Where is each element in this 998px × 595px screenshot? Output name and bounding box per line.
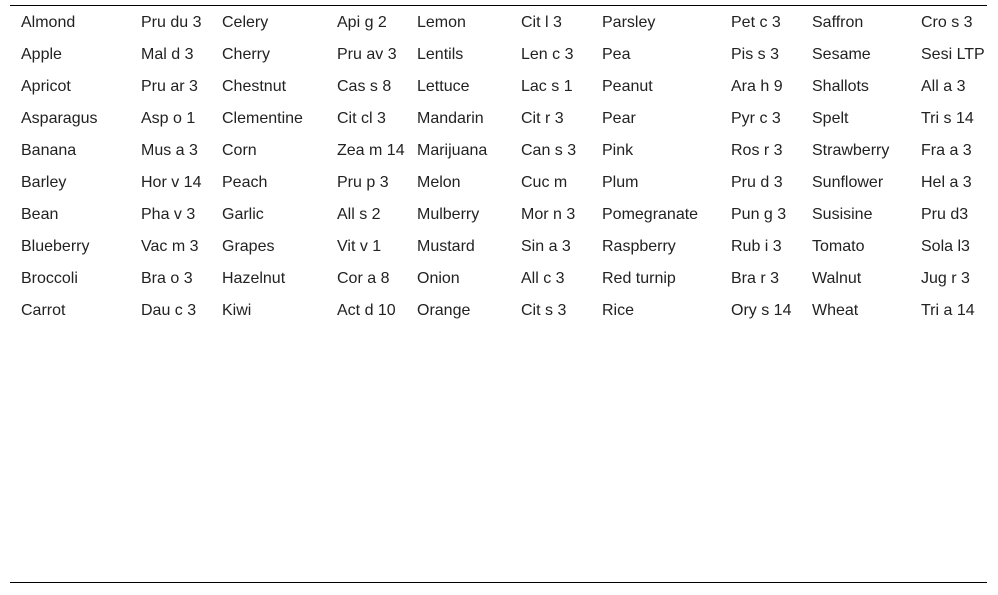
- allergen-code-cell: Bra o 3: [141, 270, 193, 287]
- allergen-code-cell: Pha v 3: [141, 206, 196, 223]
- allergen-code-cell: Pru du 3: [141, 14, 202, 31]
- food-name-cell: Spelt: [812, 110, 849, 127]
- allergen-code-cell: Cit r 3: [521, 110, 564, 127]
- allergen-table-frame: [10, 5, 987, 583]
- allergen-code-cell: Pun g 3: [731, 206, 787, 223]
- table-row: [10, 262, 987, 294]
- food-name-cell: Rice: [602, 302, 635, 319]
- allergen-code-cell: Ros r 3: [731, 142, 783, 159]
- food-name-cell: Susisine: [812, 206, 873, 223]
- food-name-cell: Apple: [21, 46, 62, 63]
- allergen-code-cell: Sesi LTP: [921, 46, 985, 63]
- table-row: [10, 166, 987, 198]
- allergen-code-cell: Tri s 14: [921, 110, 974, 127]
- food-name-cell: Peanut: [602, 78, 653, 95]
- allergen-code-cell: Bra r 3: [731, 270, 780, 287]
- allergen-code-cell: Cro s 3: [921, 14, 973, 31]
- food-name-cell: Saffron: [812, 14, 864, 31]
- food-name-cell: Banana: [21, 142, 77, 159]
- allergen-code-cell: Cit l 3: [521, 14, 562, 31]
- food-name-cell: Barley: [21, 174, 67, 191]
- allergen-code-cell: Pis s 3: [731, 46, 780, 63]
- food-name-cell: Blueberry: [21, 238, 90, 255]
- food-name-cell: Mustard: [417, 238, 475, 255]
- allergen-code-cell: Pet c 3: [731, 14, 781, 31]
- allergen-code-cell: Fra a 3: [921, 142, 972, 159]
- food-name-cell: Cherry: [222, 46, 271, 63]
- food-name-cell: Onion: [417, 270, 460, 287]
- food-name-cell: Bean: [21, 206, 59, 223]
- allergen-code-cell: Vit v 1: [337, 238, 382, 255]
- food-name-cell: Plum: [602, 174, 639, 191]
- food-name-cell: Hazelnut: [222, 270, 286, 287]
- allergen-code-cell: Cit cl 3: [337, 110, 386, 127]
- allergen-code-cell: Hor v 14: [141, 174, 202, 191]
- table-row: [10, 134, 987, 166]
- food-name-cell: Orange: [417, 302, 471, 319]
- food-name-cell: Lettuce: [417, 78, 470, 95]
- allergen-code-cell: All a 3: [921, 78, 966, 95]
- food-name-cell: Tomato: [812, 238, 865, 255]
- food-name-cell: Peach: [222, 174, 268, 191]
- allergen-code-cell: Cas s 8: [337, 78, 392, 95]
- food-name-cell: Mulberry: [417, 206, 480, 223]
- allergen-code-cell: Cor a 8: [337, 270, 390, 287]
- allergen-code-cell: Pru p 3: [337, 174, 389, 191]
- food-name-cell: Melon: [417, 174, 461, 191]
- allergen-code-cell: Pru av 3: [337, 46, 397, 63]
- food-name-cell: Red turnip: [602, 270, 676, 287]
- food-name-cell: Pomegranate: [602, 206, 699, 223]
- allergen-code-cell: Lac s 1: [521, 78, 573, 95]
- food-name-cell: Chestnut: [222, 78, 287, 95]
- food-name-cell: Carrot: [21, 302, 66, 319]
- allergen-code-cell: Mor n 3: [521, 206, 576, 223]
- food-name-cell: Pea: [602, 46, 631, 63]
- allergen-code-cell: Jug r 3: [921, 270, 970, 287]
- allergen-code-cell: Dau c 3: [141, 302, 197, 319]
- allergen-code-cell: Len c 3: [521, 46, 574, 63]
- food-name-cell: Pear: [602, 110, 636, 127]
- allergen-code-cell: Api g 2: [337, 14, 387, 31]
- table-row: [10, 38, 987, 70]
- allergen-code-cell: Pru ar 3: [141, 78, 198, 95]
- food-name-cell: Asparagus: [21, 110, 98, 127]
- food-name-cell: Lemon: [417, 14, 466, 31]
- food-name-cell: Strawberry: [812, 142, 890, 159]
- food-name-cell: Garlic: [222, 206, 264, 223]
- food-name-cell: Kiwi: [222, 302, 252, 319]
- allergen-code-cell: Tri a 14: [921, 302, 975, 319]
- food-name-cell: Lentils: [417, 46, 464, 63]
- food-name-cell: Shallots: [812, 78, 869, 95]
- food-name-cell: Almond: [21, 14, 76, 31]
- food-name-cell: Raspberry: [602, 238, 676, 255]
- allergen-code-cell: Vac m 3: [141, 238, 199, 255]
- allergen-code-cell: Act d 10: [337, 302, 396, 319]
- food-name-cell: Clementine: [222, 110, 303, 127]
- table-row: [10, 294, 987, 326]
- allergen-code-cell: Pru d 3: [731, 174, 783, 191]
- allergen-code-cell: Sola l3: [921, 238, 970, 255]
- table-row: [10, 230, 987, 262]
- allergen-code-cell: Pru d3: [921, 206, 969, 223]
- allergen-code-cell: All s 2: [337, 206, 381, 223]
- table-row: [10, 102, 987, 134]
- allergen-code-cell: Mus a 3: [141, 142, 198, 159]
- food-name-cell: Celery: [222, 14, 269, 31]
- table-body: [10, 6, 987, 326]
- food-name-cell: Walnut: [812, 270, 862, 287]
- food-name-cell: Marijuana: [417, 142, 488, 159]
- food-name-cell: Corn: [222, 142, 257, 159]
- allergen-code-cell: Cuc m: [521, 174, 568, 191]
- table-row: [10, 198, 987, 230]
- allergen-code-cell: Ara h 9: [731, 78, 783, 95]
- food-name-cell: Apricot: [21, 78, 71, 95]
- food-name-cell: Sunflower: [812, 174, 884, 191]
- allergen-code-cell: Can s 3: [521, 142, 577, 159]
- food-name-cell: Sesame: [812, 46, 871, 63]
- food-name-cell: Broccoli: [21, 270, 78, 287]
- allergen-table: [10, 6, 987, 326]
- food-name-cell: Parsley: [602, 14, 656, 31]
- allergen-code-cell: Asp o 1: [141, 110, 196, 127]
- allergen-code-cell: Ory s 14: [731, 302, 792, 319]
- food-name-cell: Grapes: [222, 238, 275, 255]
- allergen-code-cell: Rub i 3: [731, 238, 782, 255]
- food-name-cell: Wheat: [812, 302, 859, 319]
- food-name-cell: Pink: [602, 142, 634, 159]
- allergen-code-cell: Cit s 3: [521, 302, 567, 319]
- allergen-code-cell: Zea m 14: [337, 142, 405, 159]
- allergen-code-cell: Mal d 3: [141, 46, 194, 63]
- allergen-code-cell: Sin a 3: [521, 238, 571, 255]
- table-row: [10, 6, 987, 38]
- food-name-cell: Mandarin: [417, 110, 484, 127]
- allergen-code-cell: Hel a 3: [921, 174, 972, 191]
- allergen-code-cell: All c 3: [521, 270, 565, 287]
- table-row: [10, 70, 987, 102]
- allergen-code-cell: Pyr c 3: [731, 110, 781, 127]
